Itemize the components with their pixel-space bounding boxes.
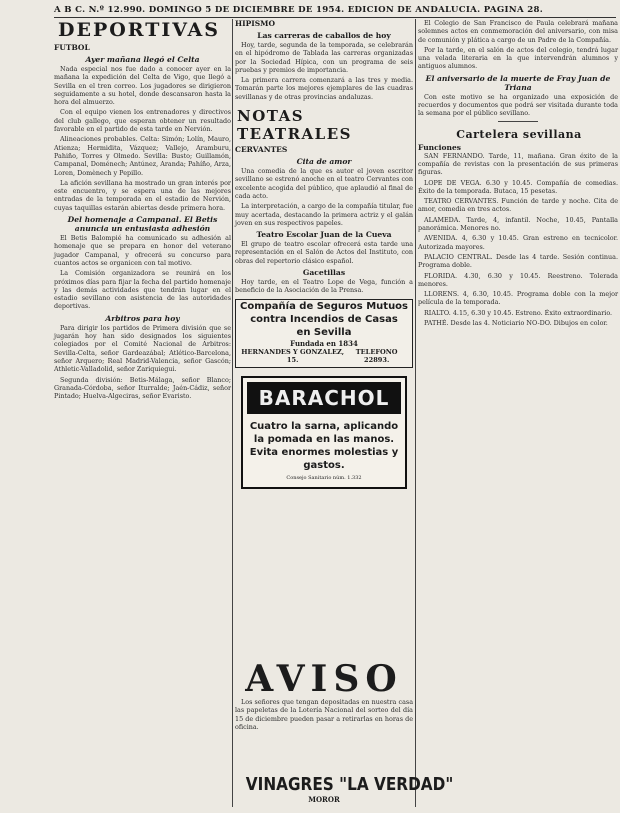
headline: Teatro Escolar Juan de la Cueva [256, 230, 392, 240]
paragraph: Para dirigir los partidos de Primera división que se jugarán hoy han sido designados los siguientes colegiados por el Comité Nacional de Arbitros: Sevilla-Celta, señor Gardeazábal; Atlético-Barcelona, señor Arquero; Real Madrid-Valencia, señor Gascón; Athletic-Valladolid, señor Zariquiegui. [54, 323, 231, 374]
listing: LOPE DE VEGA. 6.30 y 10.45. Compañía de comedias. Éxito de la temporada. Butaca, 15 pesetas. [418, 178, 618, 195]
paragraph: La primera carrera comenzará a las tres y media. Tomarán parte los mejores ejemplares de las cuadras sevillanas y de otras provincias andaluzas. [235, 76, 413, 101]
ad-seguros [235, 299, 413, 368]
listing: SAN FERNANDO. Tarde, 11, mañana. Gran éxito de la compañía de revistas con la presentación de sus primeras figuras. [418, 151, 618, 177]
paragraph: La Comisión organizadora se reunirá en los próximos días para fijar la fecha del partido homenaje y las demás actividades que tendrán lugar en el estadio sevillano con asistencia de las autoridades deportivas. [54, 269, 231, 311]
barachol-logo: BARACHOL [247, 382, 401, 414]
paragraph: Hoy tarde, en el Teatro Lope de Vega, función a beneficio de la Asociación de la Prensa. [235, 278, 413, 295]
paragraph: El Betis Balompié ha comunicado su adhesión al homenaje que se prepara en honor del veterano jugador Campanal, y ofrecerá su concurso para cuantos actos se organicen con tal motivo. [54, 234, 231, 267]
headline: Ayer mañana llegó el Celta [85, 55, 200, 64]
paragraph: La afición sevillana ha mostrado un gran interés por este encuentro, y se espera una de las mejores entradas de la temporada en el estadio de Nervión, cuyas taquillas estarán abiertas desde primera hora. [54, 178, 231, 212]
listing: PATHÉ. Desde las 4. Noticiario NO-DO. Dibujos en color. [424, 319, 608, 328]
page-header: A B C. N.º 12.990. DOMINGO 5 DE DICIEMBRE DE 1954. EDICION DE ANDALUCIA. PAGINA 28. [54, 5, 544, 15]
kicker-funciones: Funciones [418, 142, 461, 152]
paragraph: Con este motivo se ha organizado una exposición de recuerdos y documentos que podrá ser visitada durante toda la semana por el público sevillano. [418, 92, 618, 118]
ad-vinagres [232, 770, 454, 810]
barachol-text: Cuatro la sarna, aplicando la pomada en las manos. Evita enormes molestias y gastos. [249, 420, 399, 471]
kicker-futbol: FUTBOL [54, 43, 90, 52]
headline: Cita de amor [296, 157, 352, 167]
vinagres-origin: MOROR [308, 795, 340, 804]
headline: Del homenaje a Campanal. El Betis anuncia un entusiasta adhesión [67, 215, 218, 234]
aviso-title: AVISO [245, 658, 403, 700]
listing: AVENIDA. 4, 6.30 y 10.45. Gran estreno en tecnicolor. Autorizada mayores. [418, 234, 618, 251]
kicker-cervantes: CERVANTES [235, 145, 288, 155]
ad-title-line: en Sevilla [296, 326, 352, 338]
ad-title-line: contra Incendios de Casas [250, 313, 398, 325]
ad-address: HERNANDES Y GONZALEZ, 15. [241, 347, 344, 364]
paragraph: Con el equipo vienen los entrenadores y directivos del club gallego, que esperan obtener un resultado favorable en el partido de esta tarde en Nervión. [54, 108, 231, 134]
column-divider [415, 19, 416, 807]
headline: Las carreras de caballos de hoy [257, 31, 391, 40]
column-divider [232, 19, 233, 807]
paragraph: El grupo de teatro escolar ofrecerá esta tarde una representación en el Salón de Actos del Instituto, con obras del repertorio clásico español. [235, 240, 413, 265]
kicker-hipismo: HIPISMO [235, 19, 275, 28]
vinagres-brand: VINAGRES "LA VERDAD" [245, 774, 454, 795]
column-sports [54, 19, 231, 804]
aviso-text: Los señores que tengan depositadas en nuestra casa las papeletas de la Lotería Nacional del sorteo del día 15 de diciembre pueden pasar a retirarlas en horas de oficina. [235, 698, 413, 731]
ad-contact-row [236, 348, 412, 367]
section-title-notas-teatrales: NOTAS TEATRALES [237, 107, 352, 144]
listing: FLORIDA. 4.30, 6.30 y 10.45. Reestreno. Tolerada menores. [418, 271, 618, 288]
paragraph: Por la tarde, en el salón de actos del colegio, tendrá lugar una velada literaria en la que intervendrán alumnos y antiguos alumnos. [418, 45, 618, 71]
ad-phone: TELEFONO 22893. [355, 347, 398, 364]
listing: RIALTO. 4.15, 6.30 y 10.45. Estreno. Éxito extraordinario. [424, 308, 613, 317]
paragraph: Segunda división: Betis-Málaga, señor Blanco; Granada-Córdoba, señor Iturralde; Jaén-Cádiz, señor Pintado; Huelva-Algeciras, señor Evaristo. [54, 375, 231, 401]
paragraph: La interpretación, a cargo de la compañía titular, fue muy acertada, destacando la primera actriz y el galán joven en sus respectivos papeles. [235, 202, 413, 227]
section-title-cartelera: Cartelera sevillana [456, 127, 582, 141]
ad-founded: Fundada en 1834 [290, 338, 358, 348]
headline: El aniversario de la muerte de Fray Juan de Triana [425, 73, 611, 92]
ad-title-line: Compañía de Seguros Mutuos [239, 300, 409, 312]
separator [498, 121, 538, 122]
paragraph: Una comedia de la que es autor el joven escritor sevillano se estrenó anoche en el teatro Cervantes con excelente acogida del público, que aplaudió al final de cada acto. [235, 167, 413, 200]
listing: TEATRO CERVANTES. Función de tarde y noche. Cita de amor, comedia en tres actos. [418, 197, 618, 214]
paragraph: Hoy, tarde, segunda de la temporada, se celebrarán en el hipódromo de Tablada las carreras organizadas por la Sociedad Hípica, con un programa de seis pruebas y premios de importancia. [235, 41, 413, 74]
barachol-registry: Consejo Sanitario núm. 1.332 [286, 474, 362, 481]
ad-barachol [241, 376, 407, 489]
header-rule [54, 17, 616, 18]
listing: ALAMEDA. Tarde, 4, infantil. Noche, 10.45, Pantalla panorámica. Menores no. [418, 215, 618, 233]
section-title-deportivas: DEPORTIVAS [58, 19, 221, 41]
listing: PALACIO CENTRAL. Desde las 4 tarde. Sesión continua. Programa doble. [418, 252, 618, 270]
headline: Gacetillas [302, 268, 346, 278]
column-right [418, 19, 618, 804]
paragraph: Alineaciones probables. Celta: Simón; Lolín, Mauro, Atienza; Hermidita, Vázquez; Vallejo, Aramburu, Pahiño, Torres y Olmedo. Sevilla: Busto; Guillamón, Campanal, Doménech; Antúnez, Aranda; Pahíño, Arza, Loren, Domènech y Pepillo. [54, 135, 231, 177]
listing: LLORENS. 4, 6.30, 10.45. Programa doble con la mejor película de la temporada. [418, 290, 618, 307]
headline: Arbitros para hoy [105, 313, 180, 323]
paragraph: El Colegio de San Francisco de Paula celebrará mañana solemnes actos en conmemoración del aniversario, con misa de comunión y plática a cargo de un Padre de la Compañía. [418, 19, 618, 44]
paragraph: Nada especial nos fue dado a conocer ayer en la mañana la expedición del Celta de Vigo, que llegó a Sevilla en el tren correo. Los jugadores se dirigieron seguidamente a su hotel, donde descansaron hasta la hora del almuerzo. [54, 65, 231, 107]
